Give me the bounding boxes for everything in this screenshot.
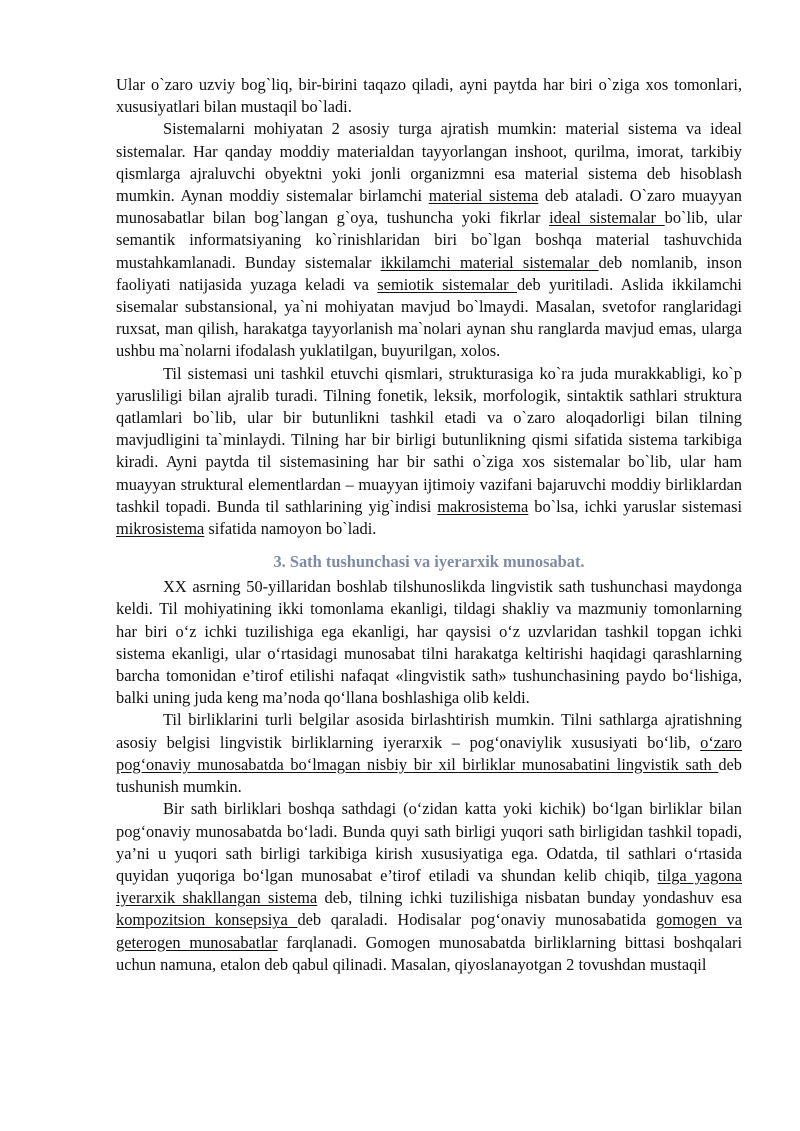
paragraph-3: Til sistemasi uni tashkil etuvchi qismlari, strukturasiga ko`ra juda murakkabligi, ko`p yarusliligi bilan ajralib turadi. Tilning fonetik, leksik, morfologik, sintaktik sathlari struktura qatlamlari bo`lib, ular bir butunlikni tashkil etadi va o`zaro aloqadorligi bilan tilning mavjudligini ta`minlaydi. Tilning har bir birligi butunlikning qismi sifatida sistema tarkibiga kiradi. Ayni paytda til sistemasining har bir sathi o`ziga xos sistemalar bo`lib, ular ham muayyan struktural elementlardan – muayyan ijtimoiy vazifani bajaruvchi moddiy birliklardan tashkil topadi. Bunda til sathlarining yig`indisi makrosistema bo`lsa, ichki yaruslar sistemasi mikrosistema sifatida namoyon bo`ladi. [116, 363, 742, 539]
paragraph-2: Sistemalarni mohiyatan 2 asosiy turga ajratish mumkin: material sistema va ideal sistemalar. Har qanday moddiy materialdan tayyorlangan inshoot, qurilma, imorat, tarkibiy qismlarga ajraluvchi obyektni yoki jonli organizmni esa material sistema deb hisoblash mumkin. Aynan moddiy sistemalar birlamchi material sistema deb ataladi. O`zaro muayyan munosabatlar bilan bog`langan g`oya, tushuncha yoki fikrlar ideal sistemalar bo`lib, ular semantik informatsiyaning ko`rinishlaridan biri bo`lgan boshqa material tashuvchida mustahkamlanadi. Bunday sistemalar ikkilamchi material sistemalar deb nomlanib, inson faoliyati natijasida yuzaga keladi va semiotik sistemalar deb yuritiladi. Aslida ikkilamchi sisemalar substansional, ya`ni mohiyatan mavjud bo`lmaydi. Masalan, svetofor ranglaridagi ruxsat, man qilish, harakatga tayyorlanish ma`nolari aynan shu ranglarda mavjud emas, ularga ushbu ma`nolarni ifodalash yuklatilgan, buyurilgan, xolos. [116, 119, 743, 361]
paragraph-6: Bir sath birliklari boshqa sathdagi (o‘zidan katta yoki kichik) bo‘lgan birliklar bilan pog‘onaviy munosabatda bo‘ladi. Bunda quyi sath birligi yuqori sath birligidan tashkil topadi, ya’ni u yuqori sath birligi tarkibiga kirish xususiyatiga ega. Odatda, til sathlari o‘rtasida quyidan yuqoriga bo‘lgan munosabat e’tirof etiladi va shundan kelib chiqib, tilga yagona iyerarxik shakllangan sistema deb, tilning ichki tuzilishiga nisbatan bunday yondashuv esa kompozitsion konsepsiya deb qaraladi. Hodisalar pog‘onaviy munosabatida gomogen va geterogen munosabatlar farqlanadi. Gomogen munosabatda birliklarning bittasi boshqalari uchun namuna, etalon deb qabul qilinadi. Masalan, qiyoslanayotgan 2 tovushdan mustaqil [116, 799, 742, 974]
term-makrosistema: makrosistema [437, 496, 529, 516]
paragraph-5: Til birliklarini turli belgilar asosida birlashtirish mumkin. Tilni sathlarga ajratishning asosiy belgisi lingvistik birliklarning iyerarxik – pog‘onaviylik xususiyati bo‘lib, o‘zaro pog‘onaviy munosabatda bo‘lmagan nisbiy bir xil birliklar munosabatini lingvistik sath deb tushunish mumkin. [116, 710, 742, 797]
term-mikrosistema: mikrosistema [116, 519, 205, 539]
term-lingvistik-sath-definition: o‘zaro pog‘onaviy munosabatda bo‘lmagan nisbiy bir xil birliklar munosabatini lingvistik sath [116, 732, 742, 774]
paragraph-1: Ular o`zaro uzviy bog`liq, bir-birini taqazo qiladi, ayni paytda har biri o`ziga xos tomonlari, xususiyatlari bilan mustaqil bo`ladi. [116, 75, 742, 117]
term-material-sistema: material sistema [428, 186, 539, 206]
paragraph-4: XX asrning 50-yillaridan boshlab tilshunoslikda lingvistik sath tushunchasi maydonga keldi. Til mohiyatining ikki tomonlama ekanligi, tildagi shakliy va mazmuniy tomonlarning har biri o‘z ichki tuzilishiga ega ekanligi, har qaysisi o‘z uzvlaridan tashkil topgan ichki sistema ekanligi, ular o‘rtasidagi munosabat tilni harakatga keltirishi haqidagi qarashlarning barcha tomonidan e’tirof etilishi nafaqat «lingvistik sath» tushunchasining paydo bo‘lishiga, balki uning juda keng ma’noda qo‘llana boshlashiga olib keldi. [116, 577, 742, 708]
term-semiotik-sistemalar: semiotik sistemalar [377, 274, 517, 294]
term-ikkilamchi-material-sistemalar: ikkilamchi material sistemalar [380, 252, 599, 272]
term-iyerarxik-sistema: tilga yagona iyerarxik shakllangan sistema [116, 865, 742, 908]
term-gomogen-geterogen: gomogen va geterogen munosabatlar [116, 910, 742, 952]
term-kompozitsion-konsepsiya: kompozitsion konsepsiya [116, 910, 298, 930]
term-ideal-sistemalar: ideal sistemalar [549, 208, 665, 228]
section-heading: 3. Sath tushunchasi va iyerarxik munosabat. [273, 552, 585, 572]
